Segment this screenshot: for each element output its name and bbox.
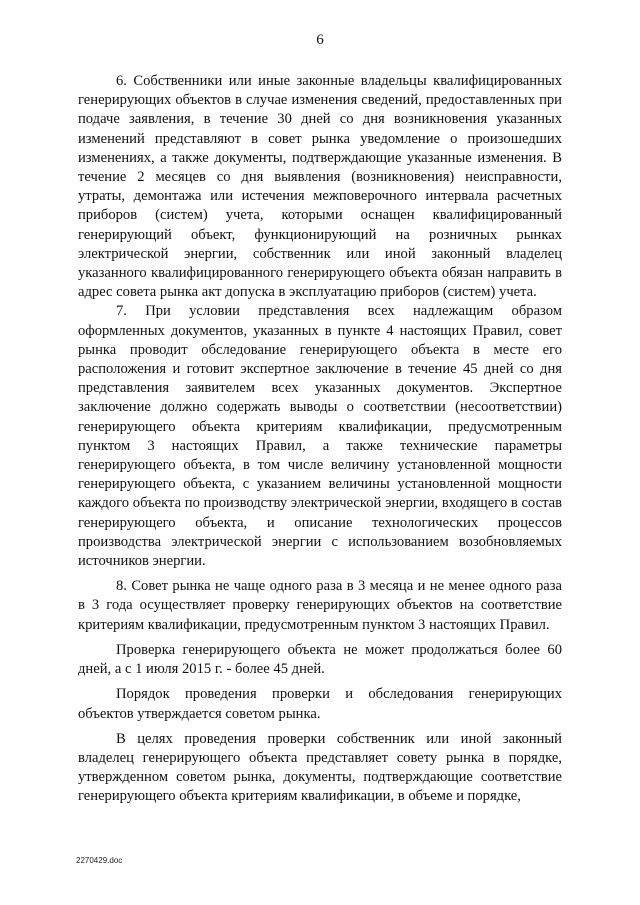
paragraph-check-duration: Проверка генерирующего объекта не может продолжаться более 60 дней, а с 1 июля 2015 г. - более 45 дней. [78, 641, 562, 678]
paragraph-check-documents: В целях проведения проверки собственник или иной законный владелец генерирующего объекта представляет совету рынка в порядке, утвержденном советом рынка, документы, подтверждающие соответствие генерирующего объекта критериям квалификации, в объеме и порядке, [78, 730, 562, 805]
paragraph-7: 7. При условии представления всех надлежащим образом оформленных документов, указанных в пункте 4 настоящих Правил, совет рынка проводит обследование генерирующего объекта в месте его расположения и готовит экспертное заключение в течение 45 дней со дня представления заявителем всех указанных документов. Экспертное заключение должно содержать выводы о соответствии (несоответствии) генерирующего объекта критериям квалификации, предусмотренным пунктом 3 настоящих Правил, а также технические параметры генерирующего объекта, в том числе величину установленной мощности генерирующего объекта, с указанием величины установленной мощности каждого объекта по производству электрической энергии, входящего в состав генерирующего объекта, и описание технологических процессов производства электрической энергии с использованием возобновляемых источников энергии. [78, 303, 562, 570]
paragraph-check-procedure: Порядок проведения проверки и обследования генерирующих объектов утверждается советом рынка. [78, 686, 562, 722]
document-body [78, 72, 562, 807]
paragraph-6: 6. Собственники или иные законные владельцы квалифицированных генерирующих объектов в случае изменения сведений, предоставленных при подаче заявления, в течение 30 дней со дня возникновения указанных изменений представляют в совет рынка уведомление о произошедших изменениях, а также документы, подтверждающие указанные изменения. В течение 2 месяцев со дня выявления (возникновения) неисправности, утраты, демонтажа или истечения межповерочного интервала расчетных приборов (систем) учета, которыми оснащен квалифицированный генерирующий объект, функционирующий на розничных рынках электрической энергии, собственник или иной законный владелец указанного квалифицированного генерирующего объекта обязан направить в адрес совета рынка акт допуска в эксплуатацию приборов (систем) учета. [78, 73, 562, 301]
paragraph-8: 8. Совет рынка не чаще одного раза в 3 месяца и не менее одного раза в 3 года осуществляет проверку генерирующих объектов на соответствие критериям квалификации, предусмотренным пунктом 3 настоящих Правил. [78, 578, 562, 633]
footer-filename: 2270429.doc [76, 856, 123, 865]
page-number: 6 [316, 32, 324, 48]
